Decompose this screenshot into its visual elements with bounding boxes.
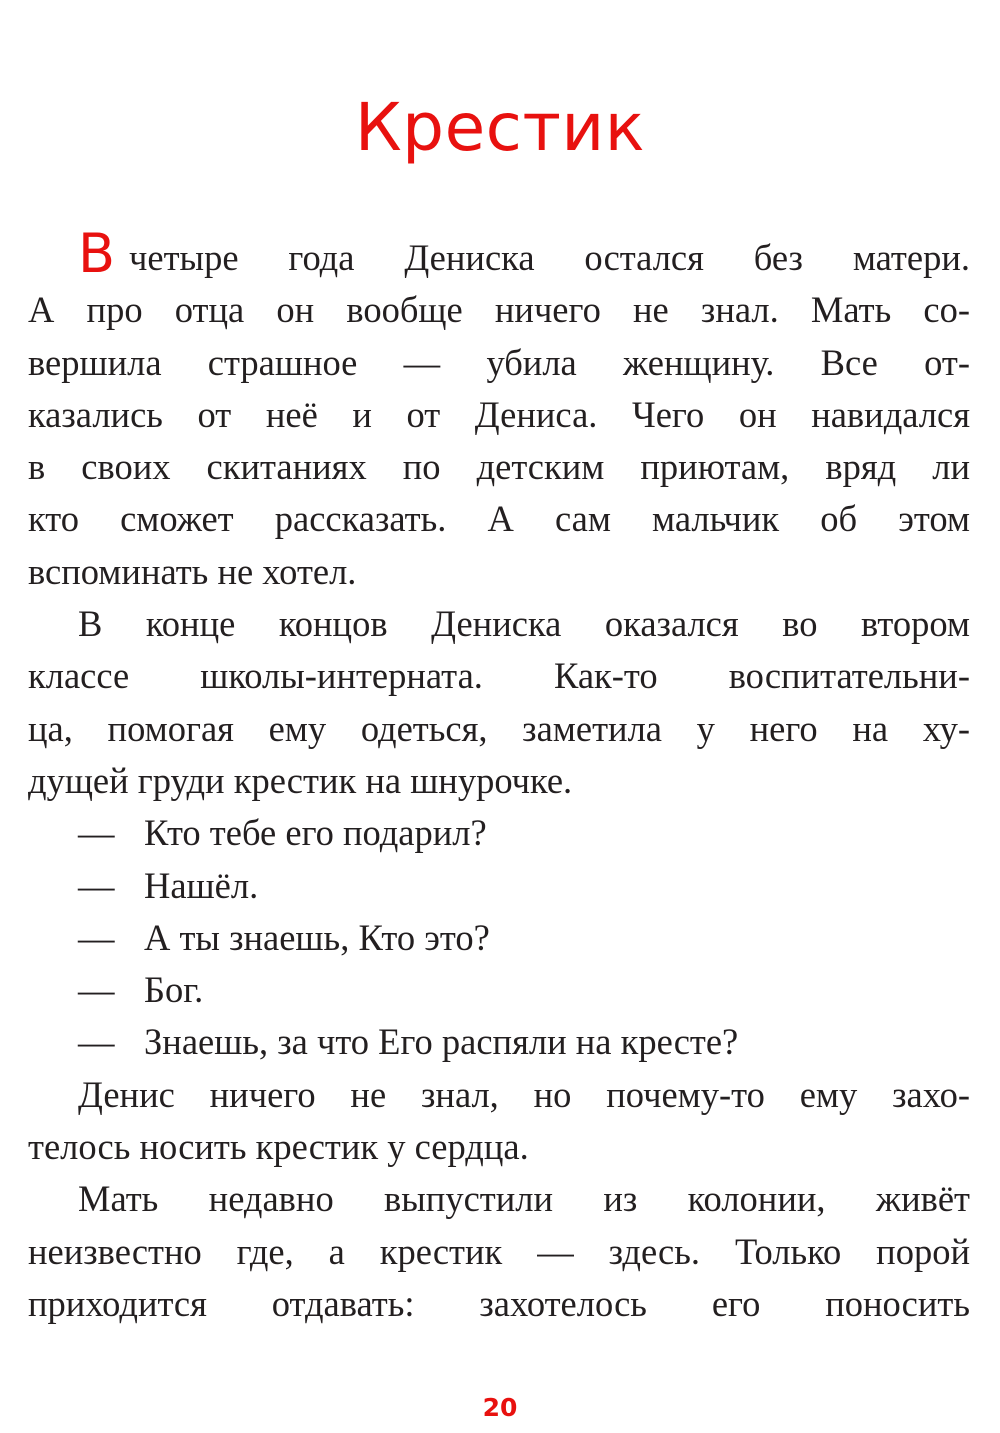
text-line: Мать недавно выпустили из колонии, живёт bbox=[78, 1178, 970, 1220]
text-line-content: четыре года Дениска остался без матери. bbox=[129, 237, 970, 278]
text-line: кто сможет рассказать. А сам мальчик об этом bbox=[28, 498, 970, 540]
text-line: В конце концов Дениска оказался во втором bbox=[78, 603, 970, 645]
dialogue-line bbox=[28, 807, 970, 859]
text-line: в своих скитаниях по детским приютам, вряд ли bbox=[28, 446, 970, 488]
text-line bbox=[28, 222, 970, 285]
dialogue-dash: — bbox=[78, 812, 115, 854]
text-line: казались от неё и от Дениса. Чего он навидался bbox=[28, 393, 970, 435]
dialogue-text: Нашёл. bbox=[144, 864, 259, 906]
page-title: Крестик bbox=[354, 89, 646, 166]
text-line: дущей груди крестик на шнурочке. bbox=[28, 759, 573, 801]
dialogue-line bbox=[28, 912, 970, 964]
page-number: 20 bbox=[482, 1393, 518, 1422]
dialogue-line bbox=[28, 860, 970, 912]
text-line: неизвестно где, а крестик — здесь. Только порой bbox=[28, 1230, 970, 1272]
dialogue-dash: — bbox=[78, 864, 115, 906]
dialogue-text: Знаешь, за что Его распяли на кресте? bbox=[144, 1021, 739, 1063]
text-line: телось носить крестик у сердца. bbox=[28, 1126, 529, 1168]
drop-cap: В bbox=[78, 222, 116, 285]
dialogue-dash: — bbox=[78, 969, 115, 1011]
dialogue-line bbox=[28, 964, 970, 1016]
dialogue-text: Бог. bbox=[144, 969, 204, 1011]
text-line: вершила страшное — убила женщину. Все от- bbox=[28, 341, 970, 383]
dialogue-text: А ты знаешь, Кто это? bbox=[144, 916, 490, 958]
text-line: А про отца он вообще ничего не знал. Мать со- bbox=[28, 289, 970, 331]
text-line: классе школы-интерната. Как-то воспитательни- bbox=[28, 655, 970, 697]
story-text bbox=[28, 222, 970, 1330]
text-line: вспоминать не хотел. bbox=[28, 550, 357, 592]
dialogue-text: Кто тебе его подарил? bbox=[144, 812, 487, 854]
text-line: приходится отдавать: захотелось его поносить bbox=[28, 1282, 970, 1324]
text-line: Денис ничего не знал, но почему-то ему захо- bbox=[78, 1073, 970, 1115]
dialogue-dash: — bbox=[78, 916, 115, 958]
dialogue-line bbox=[28, 1016, 970, 1068]
text-line: ца, помогая ему одеться, заметила у него на ху- bbox=[28, 707, 970, 749]
dialogue-dash: — bbox=[78, 1021, 115, 1063]
